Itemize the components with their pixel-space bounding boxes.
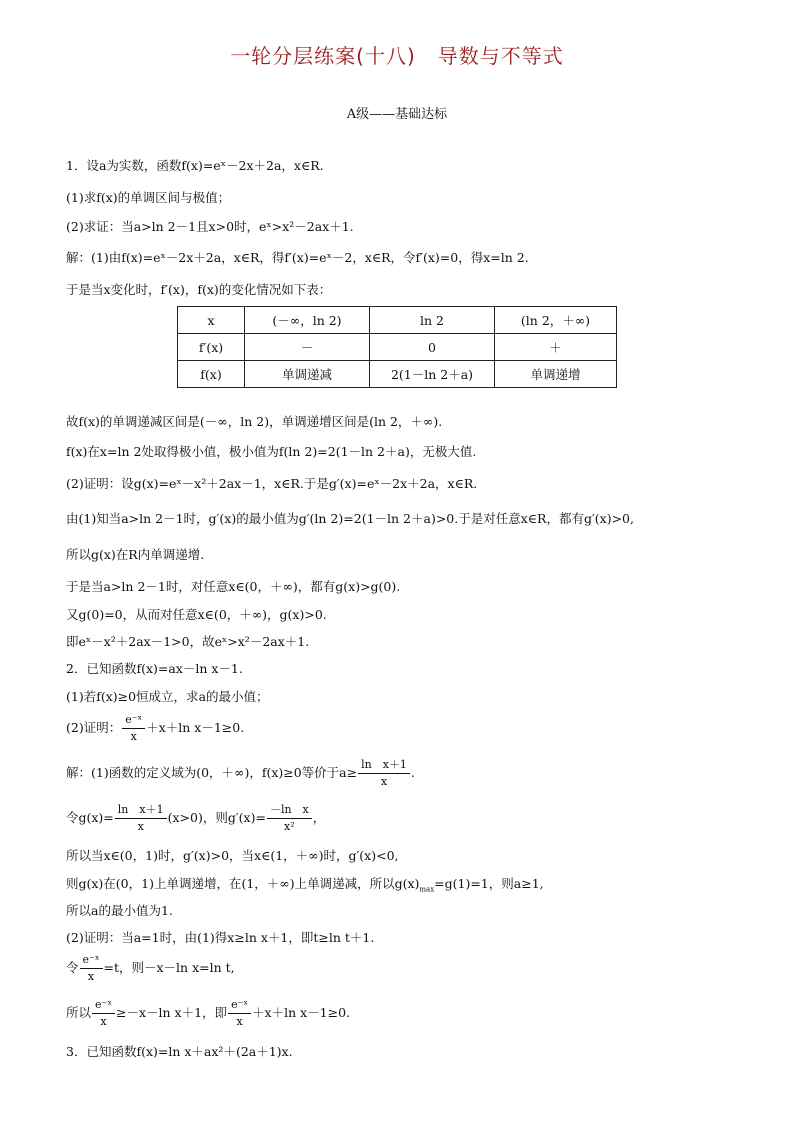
table-cell: ln 2 [370, 307, 495, 334]
fraction: $\frac{\text{－ln x}}{\text{x²}}$ [267, 803, 312, 834]
page-title [0, 40, 794, 69]
table-cell: 单调递增 [495, 361, 617, 388]
solution-1-line-10: 即eˣ－x²＋2ax－1>0，故eˣ>x²－2ax＋1. [66, 634, 310, 649]
table-cell: 2(1－ln 2＋a) [370, 361, 495, 388]
table-row [178, 334, 617, 361]
solution-1-line-4: f(x)在x=ln 2处取得极小值，极小值为f(ln 2)=2(1－ln 2＋a)，无极大值. [66, 444, 477, 459]
table-cell: (－∞，ln 2) [245, 307, 370, 334]
title-left: 一轮分层练案(十八) [230, 44, 416, 68]
fraction: $\frac{\text{e⁻ˣ}}{x}$ [80, 953, 103, 984]
solution-2-line-8: 所以 $\frac{\text{e⁻ˣ}}{x}$ ≥－x－ln x＋1，即 $\frac{\text{e⁻ˣ}}{x}$ ＋x＋ln x－1≥0. [66, 998, 351, 1028]
table-row [178, 307, 617, 334]
title-right: 导数与不等式 [437, 44, 564, 68]
problem-1-part-2: (2)求证：当a>ln 2－1且x>0时，eˣ>x²－2ax＋1. [66, 219, 354, 234]
solution-1-line-5: (2)证明：设g(x)=eˣ－x²＋2ax－1，x∈R.于是g′(x)=eˣ－2x＋2a，x∈R. [66, 476, 478, 491]
solution-1-line-6: 由(1)知当a>ln 2－1时，g′(x)的最小值为g′(ln 2)=2(1－ln 2＋a)>0.于是对任意x∈R，都有g′(x)>0, [66, 511, 634, 526]
table-row [178, 361, 617, 388]
table-cell: (ln 2，＋∞) [495, 307, 617, 334]
solution-2-line-4: 则g(x)在(0，1)上单调递增，在(1，＋∞)上单调递减，所以$g(x)_{max}=g(1)=1$，则a≥1, [66, 876, 544, 894]
solution-1-line-7: 所以g(x)在R内单调递增. [66, 547, 205, 562]
fraction: $\frac{\text{ln x＋1}}{x}$ [115, 803, 167, 834]
problem-1-part-1: (1)求f(x)的单调区间与极值； [66, 190, 231, 205]
solution-2-line-7: 令 $\frac{\text{e⁻ˣ}}{x}$ =t，则－x－ln x=ln t, [66, 953, 235, 983]
table-cell: 单调递减 [245, 361, 370, 388]
solution-2-line-3: 所以当x∈(0，1)时，g′(x)>0，当x∈(1，＋∞)时，g′(x)<0, [66, 848, 399, 863]
table-cell: f(x) [178, 361, 245, 388]
problem-1-statement: 1．设a为实数，函数f(x)=eˣ－2x＋2a，x∈R. [66, 158, 324, 173]
problem-2-part-1: (1)若f(x)≥0恒成立，求a的最小值； [66, 689, 269, 704]
solution-2-line-5: 所以a的最小值为1. [66, 903, 173, 918]
section-subtitle: A级——基础达标 [346, 107, 448, 122]
problem-2-part-2: (2)证明： $\frac{\text{e⁻ˣ}}{x}$ ＋x＋ln x－1≥0. [66, 713, 245, 743]
solution-1-line-9: 又g(0)=0，从而对任意x∈(0，＋∞)，g(x)>0. [66, 607, 327, 622]
fraction: $\frac{\text{e⁻ˣ}}{x}$ [122, 713, 145, 744]
problem-2-statement: 2．已知函数f(x)=ax－ln x－1. [66, 661, 243, 676]
fraction: $\frac{\text{ln x＋1}}{x}$ [358, 758, 410, 789]
table-cell: 0 [370, 334, 495, 361]
table-cell: x [178, 307, 245, 334]
table-cell: － [245, 334, 370, 361]
fraction: $\frac{\text{e⁻ˣ}}{x}$ [228, 998, 251, 1029]
problem-3-statement: 3．已知函数f(x)=ln x＋ax²＋(2a＋1)x. [66, 1044, 293, 1059]
fraction: $\frac{\text{e⁻ˣ}}{x}$ [92, 998, 115, 1029]
table-cell: ＋ [495, 334, 617, 361]
solution-1-line-8: 于是当a>ln 2－1时，对任意x∈(0，＋∞)，都有g(x)>g(0). [66, 579, 401, 594]
solution-2-line-1: 解：(1)函数的定义域为(0，＋∞)，f(x)≥0等价于a≥ $\frac{\text{ln x＋1}}{x}$ . [66, 758, 415, 788]
variation-table [177, 306, 617, 388]
table-cell: f′(x) [178, 334, 245, 361]
solution-1-line-3: 故f(x)的单调递减区间是(－∞，ln 2)，单调递增区间是(ln 2，＋∞). [66, 414, 443, 429]
solution-1-line-1: 解：(1)由f(x)=eˣ－2x＋2a，x∈R，得f′(x)=eˣ－2，x∈R，令f′(x)=0，得x=ln 2. [66, 250, 529, 265]
solution-2-line-6: (2)证明：当a=1时，由(1)得x≥ln x＋1，即t≥ln t＋1. [66, 930, 375, 945]
solution-2-line-2: 令g(x)= $\frac{\text{ln x＋1}}{x}$ (x>0)，则g′(x)= $\frac{\text{－ln x}}{\text{x²}}$ ， [66, 803, 326, 833]
solution-1-line-2: 于是当x变化时，f′(x)，f(x)的变化情况如下表： [66, 282, 332, 297]
